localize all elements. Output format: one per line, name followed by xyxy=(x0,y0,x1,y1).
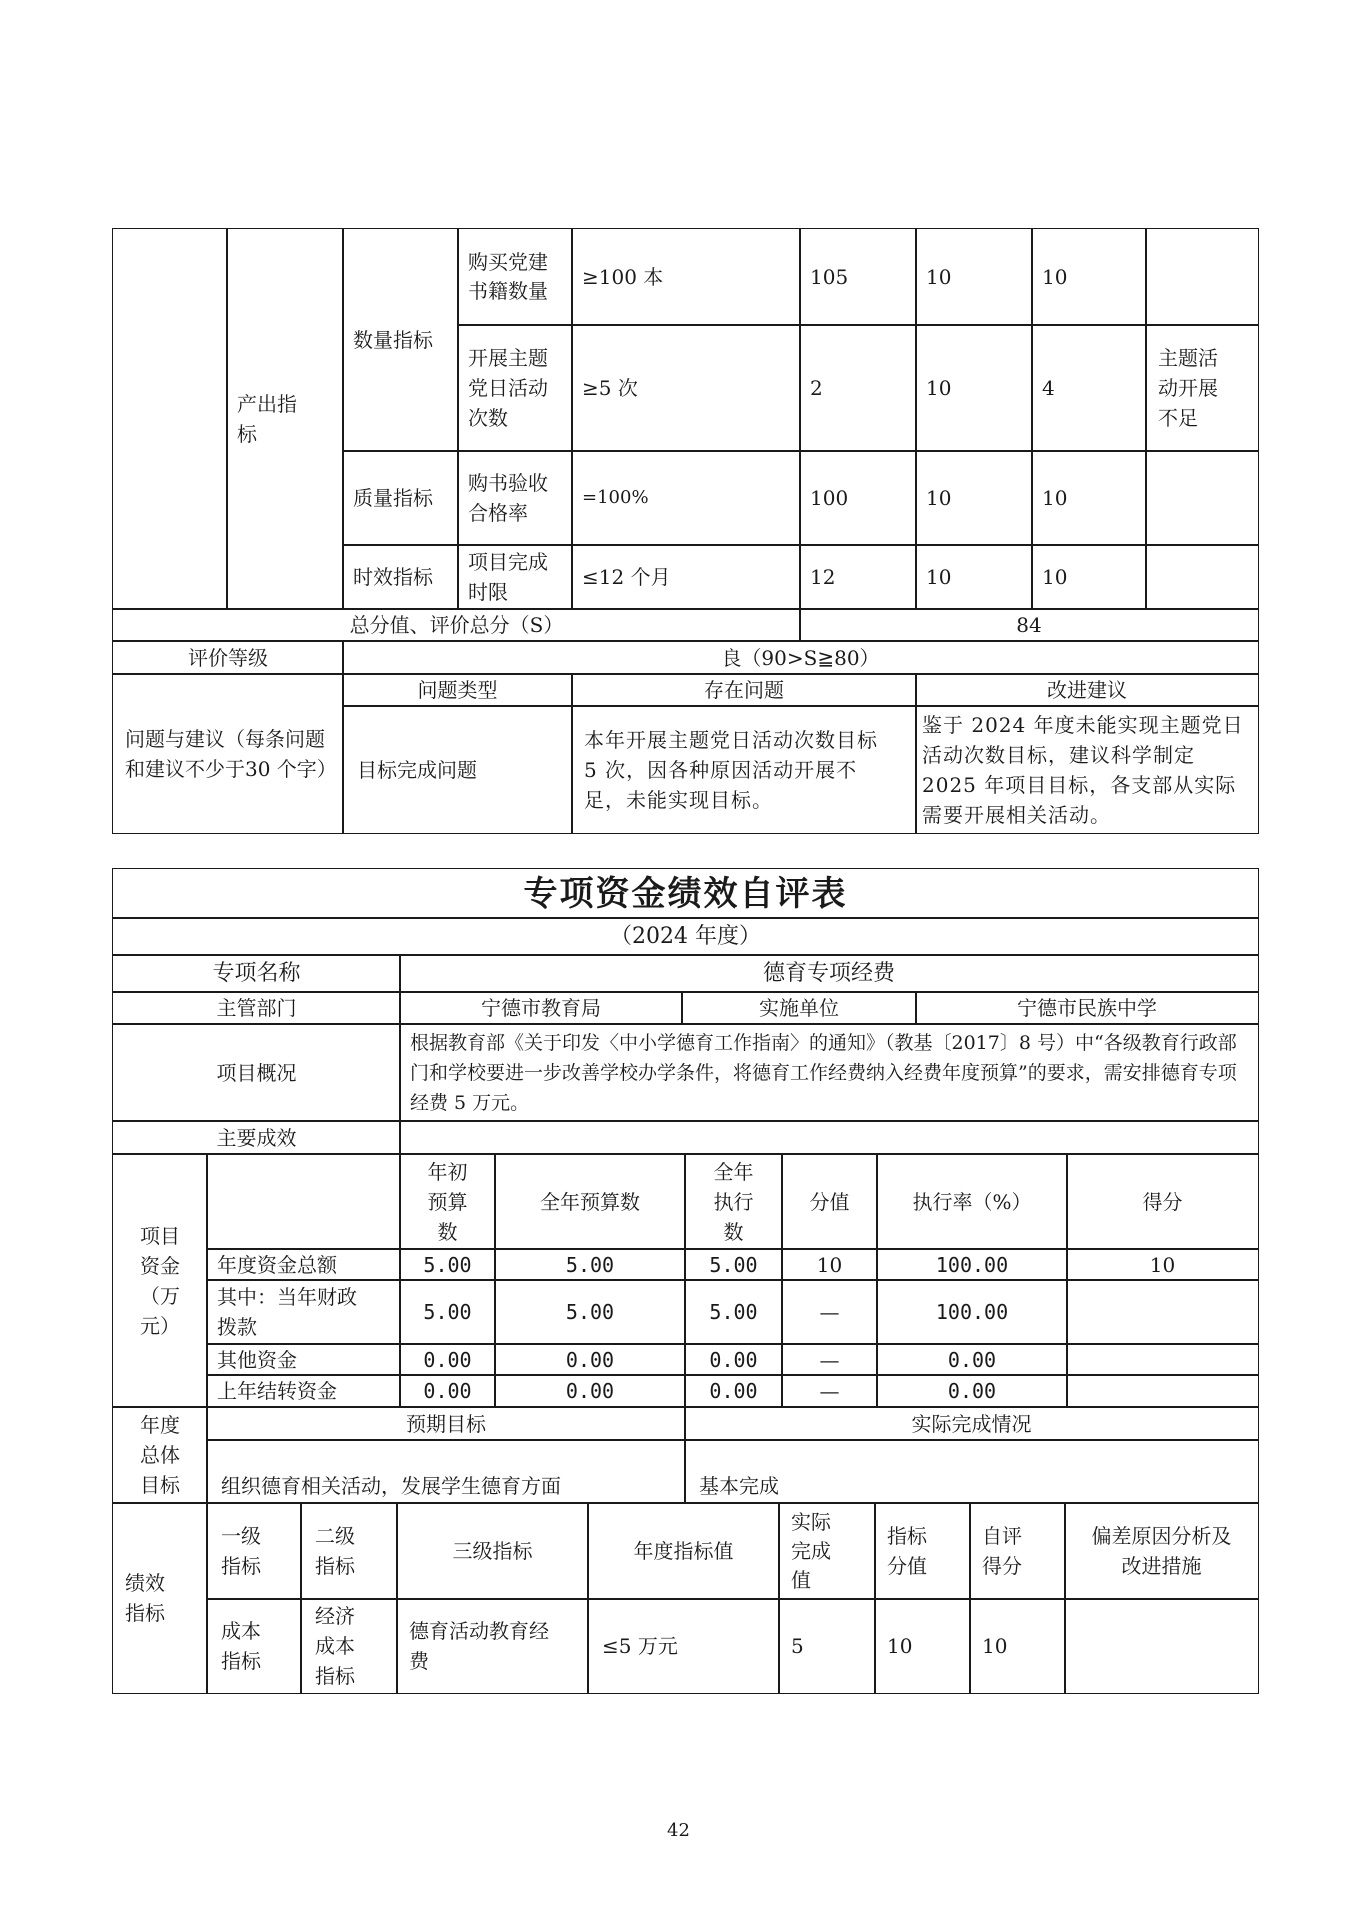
department-value: 宁德市教育局 xyxy=(399,991,683,1025)
perf-header-weight: 指标分值 xyxy=(874,1502,971,1600)
funds-annual: 5.00 xyxy=(494,1248,686,1281)
perf-analysis-value xyxy=(1064,1598,1259,1694)
table-title: 专项资金绩效自评表 xyxy=(112,868,1259,919)
funds-executed: 0.00 xyxy=(684,1374,783,1408)
funds-header-blank xyxy=(206,1153,401,1250)
implementing-unit-value: 宁德市民族中学 xyxy=(915,991,1259,1025)
indicator-note xyxy=(1145,228,1259,326)
funds-annual: 0.00 xyxy=(494,1343,686,1376)
indicator-target: ≤12 个月 xyxy=(571,544,801,610)
funds-rate: 0.00 xyxy=(876,1374,1068,1408)
perf-header-analysis: 偏差原因分析及改进措施 xyxy=(1064,1502,1259,1600)
funds-header-score: 得分 xyxy=(1066,1153,1259,1250)
funds-header-weight: 分值 xyxy=(781,1153,878,1250)
issue-type-value: 目标完成问题 xyxy=(342,705,573,834)
perf-l2-value: 经济成本指标 xyxy=(300,1598,398,1694)
perf-header-score: 自评得分 xyxy=(969,1502,1066,1600)
grade-value: 良（90>S≧80） xyxy=(342,640,1259,675)
funds-score xyxy=(1066,1279,1259,1345)
indicator-name: 项目完成时限 xyxy=(457,544,573,610)
indicator-note xyxy=(1145,544,1259,610)
annual-goal-label: 年度总体目标 xyxy=(112,1406,208,1504)
issue-type-header: 问题类型 xyxy=(342,673,573,707)
total-score-value: 84 xyxy=(799,608,1259,642)
issues-label: 问题与建议（每条问题和建议不少于30 个字） xyxy=(112,673,344,834)
perf-label: 绩效指标 xyxy=(112,1502,208,1694)
indicator-target: ≥100 本 xyxy=(571,228,801,326)
indicator-weight: 10 xyxy=(915,324,1033,452)
funds-rate: 100.00 xyxy=(876,1279,1068,1345)
indicator-score: 10 xyxy=(1031,228,1147,326)
perf-actual-value: 5 xyxy=(778,1598,876,1694)
perf-l1-value: 成本指标 xyxy=(206,1598,302,1694)
funds-row-label: 上年结转资金 xyxy=(206,1374,401,1408)
perf-header-l1: 一级指标 xyxy=(206,1502,302,1600)
achievement-label: 主要成效 xyxy=(112,1120,401,1155)
funds-row-label: 年度资金总额 xyxy=(206,1248,401,1281)
funds-executed: 0.00 xyxy=(684,1343,783,1376)
indicator-note xyxy=(1145,450,1259,546)
indicator-weight: 10 xyxy=(915,544,1033,610)
indicator-note: 主题活动开展不足 xyxy=(1145,324,1259,452)
indicator-weight: 10 xyxy=(915,450,1033,546)
indicator-name: 购买党建书籍数量 xyxy=(457,228,573,326)
funds-score xyxy=(1066,1343,1259,1376)
project-name-label: 专项名称 xyxy=(112,954,401,993)
perf-header-l3: 三级指标 xyxy=(396,1502,589,1600)
indicator-score: 10 xyxy=(1031,450,1147,546)
funds-initial: 5.00 xyxy=(399,1279,496,1345)
group-quantity: 数量指标 xyxy=(342,228,459,452)
indicator-target: =100% xyxy=(571,450,801,546)
perf-score-value: 10 xyxy=(969,1598,1066,1694)
funds-initial: 5.00 xyxy=(399,1248,496,1281)
perf-header-target: 年度指标值 xyxy=(587,1502,780,1600)
funds-header-annual: 全年预算数 xyxy=(494,1153,686,1250)
total-score-label: 总分值、评价总分（S） xyxy=(112,608,801,642)
level1-indicator-output: 产出指标 xyxy=(226,228,344,610)
achievement-value xyxy=(399,1120,1259,1155)
funds-annual: 0.00 xyxy=(494,1374,686,1408)
department-label: 主管部门 xyxy=(112,991,401,1025)
issue-suggestion-header: 改进建议 xyxy=(915,673,1259,707)
grade-label: 评价等级 xyxy=(112,640,344,675)
actual-completion-header: 实际完成情况 xyxy=(684,1406,1259,1441)
indicator-actual: 12 xyxy=(799,544,917,610)
funds-weight: — xyxy=(781,1374,878,1408)
funds-rate: 100.00 xyxy=(876,1248,1068,1281)
funds-header-rate: 执行率（%） xyxy=(876,1153,1068,1250)
funds-weight: — xyxy=(781,1279,878,1345)
funds-annual: 5.00 xyxy=(494,1279,686,1345)
funds-executed: 5.00 xyxy=(684,1248,783,1281)
perf-header-actual: 实际完成值 xyxy=(778,1502,876,1600)
funds-initial: 0.00 xyxy=(399,1343,496,1376)
indicator-weight: 10 xyxy=(915,228,1033,326)
page-number: 42 xyxy=(667,1820,690,1841)
issue-problem-header: 存在问题 xyxy=(571,673,917,707)
funds-weight: 10 xyxy=(781,1248,878,1281)
overview-value: 根据教育部《关于印发〈中小学德育工作指南〉的通知》（教基〔2017〕8 号）中“各级教育行政部门和学校要进一步改善学校办学条件，将德育工作经费纳入经费年度预算”的要求，需安排德育专项经费 5 万元。 xyxy=(399,1023,1259,1122)
perf-weight-value: 10 xyxy=(874,1598,971,1694)
project-name-value: 德育专项经费 xyxy=(399,954,1259,993)
group-timeliness: 时效指标 xyxy=(342,544,459,610)
perf-header-l2: 二级指标 xyxy=(300,1502,398,1600)
table-year: （2024 年度） xyxy=(112,917,1259,956)
group-quality: 质量指标 xyxy=(342,450,459,546)
funds-weight: — xyxy=(781,1343,878,1376)
overview-label: 项目概况 xyxy=(112,1023,401,1122)
indicator-name: 开展主题党日活动次数 xyxy=(457,324,573,452)
indicator-score: 4 xyxy=(1031,324,1147,452)
perf-target-value: ≤5 万元 xyxy=(587,1598,780,1694)
funds-initial: 0.00 xyxy=(399,1374,496,1408)
implementing-unit-label: 实施单位 xyxy=(681,991,917,1025)
indicator-actual: 105 xyxy=(799,228,917,326)
expected-goal-header: 预期目标 xyxy=(206,1406,686,1441)
funds-label: 项目资金（万元） xyxy=(112,1153,208,1408)
funds-header-initial: 年初预算数 xyxy=(399,1153,496,1250)
funds-executed: 5.00 xyxy=(684,1279,783,1345)
indicator-actual: 100 xyxy=(799,450,917,546)
funds-score xyxy=(1066,1374,1259,1408)
expected-goal-value: 组织德育相关活动，发展学生德育方面 xyxy=(206,1439,686,1504)
indicator-name: 购书验收合格率 xyxy=(457,450,573,546)
issue-suggestion-value: 鉴于 2024 年度未能实现主题党日活动次数目标，建议科学制定 2025 年项目目标，各支部从实际需要开展相关活动。 xyxy=(915,705,1259,834)
funds-rate: 0.00 xyxy=(876,1343,1068,1376)
issue-problem-value: 本年开展主题党日活动次数目标 5 次，因各种原因活动开展不足，未能实现目标。 xyxy=(571,705,917,834)
funds-row-label: 其中：当年财政拨款 xyxy=(206,1279,401,1345)
perf-l3-value: 德育活动教育经费 xyxy=(396,1598,589,1694)
funds-row-label: 其他资金 xyxy=(206,1343,401,1376)
indicator-actual: 2 xyxy=(799,324,917,452)
indicator-target: ≥5 次 xyxy=(571,324,801,452)
funds-header-executed: 全年执行数 xyxy=(684,1153,783,1250)
actual-completion-value: 基本完成 xyxy=(684,1439,1259,1504)
indicator-score: 10 xyxy=(1031,544,1147,610)
table1-empty-first-column xyxy=(112,228,228,610)
funds-score: 10 xyxy=(1066,1248,1259,1281)
